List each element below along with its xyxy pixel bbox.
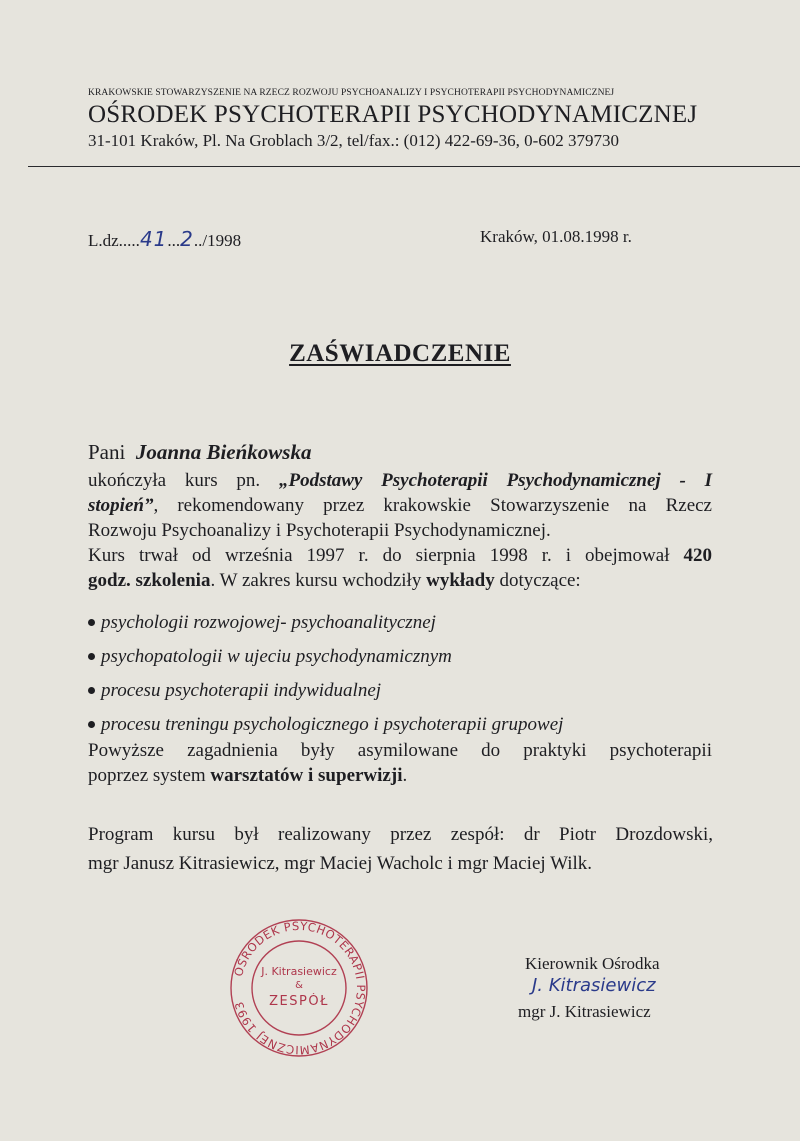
program-line-2: mgr Janusz Kitrasiewicz, mgr Maciej Wacholc i mgr Maciej Wilk. <box>88 853 593 874</box>
reference-handwritten-month: 2 <box>180 227 194 251</box>
lectures-word: wykłady <box>426 570 495 591</box>
lectures-intro: . W zakres kursu wchodziły <box>210 570 422 591</box>
signature-title: Kierownik Ośrodka <box>525 954 660 973</box>
header-divider <box>28 166 800 167</box>
stamp-team: ZESPÓŁ <box>269 994 329 1009</box>
document-title: ZAŚWIADCZENIE <box>289 340 511 367</box>
reference-middle: ... <box>167 231 181 250</box>
stamp-ring-text: OŚRODEK PSYCHOTERAPII PSYCHODYNAMICZNEJ 1993 <box>231 918 369 1058</box>
reference-suffix: ../1998 <box>193 231 242 250</box>
bullet-dot <box>88 687 95 694</box>
signatory-name: mgr J. Kitrasiewicz <box>518 1002 651 1021</box>
stamp-amp: & <box>295 980 303 991</box>
course-hours-unit: godz. szkolenia <box>88 570 211 591</box>
stamp-name: J. Kitrasiewicz <box>261 965 337 978</box>
recipient-name: Joanna Bieńkowska <box>135 440 312 464</box>
body-line-5 <box>88 568 712 593</box>
body-line-3: Rozwoju Psychoanalizy i Psychoterapii Psychodynamicznej. <box>88 520 551 541</box>
topic-item: psychologii rozwojowej- psychoanalitycznej <box>88 606 712 640</box>
bullet-dot <box>88 619 95 626</box>
course-recommendation: , rekomendowany przez krakowskie Stowarzyszenie na Rzecz <box>153 495 712 516</box>
topic-item: procesu psychoterapii indywidualnej <box>88 674 712 708</box>
practice-line-2: poprzez system warsztatów i superwizji. <box>88 765 408 786</box>
handwritten-signature: J. Kitrasiewicz <box>532 975 656 996</box>
program-line-1: Program kursu był realizowany przez zespół: dr Piotr Drozdowski, <box>88 824 713 845</box>
practice-intro: poprzez system <box>88 765 206 786</box>
reference-prefix: L.dz..... <box>88 231 140 250</box>
course-intro: ukończyła kurs pn. <box>88 470 261 491</box>
topic-list <box>88 606 712 742</box>
issue-date: Kraków, 01.08.1998 r. <box>480 227 632 246</box>
course-name-part-1: „Podstawy Psychoterapii Psychodynamicznej - I <box>278 470 712 491</box>
lectures-end: dotyczące: <box>499 570 581 591</box>
practice-paragraph <box>88 738 712 788</box>
center-address: 31-101 Kraków, Pl. Na Groblach 3/2, tel/fax.: (012) 422-69-36, 0-602 379730 <box>88 131 619 150</box>
course-name-part-2: stopień” <box>88 495 154 516</box>
body-line-1 <box>88 468 712 493</box>
practice-line-1: Powyższe zagadnienia były asymilowane do praktyki psychoterapii <box>88 740 712 761</box>
association-name: KRAKOWSKIE STOWARZYSZENIE NA RZECZ ROZWOJU PSYCHOANALIZY I PSYCHOTERAPII PSYCHODYNAMICZNEJ <box>88 88 615 98</box>
program-paragraph <box>88 820 713 878</box>
practice-methods: warsztatów i superwizji <box>210 765 403 786</box>
center-name: OŚRODEK PSYCHOTERAPII PSYCHODYNAMICZNEJ <box>88 101 698 128</box>
bullet-dot <box>88 721 95 728</box>
topic-item: procesu treningu psychologicznego i psychoterapii grupowej <box>88 708 712 742</box>
body-line-2 <box>88 493 712 518</box>
topic-item: psychopatologii w ujeciu psychodynamicznym <box>88 640 712 674</box>
round-stamp <box>228 917 370 1059</box>
recipient-line <box>88 440 311 465</box>
certificate-body <box>88 468 712 593</box>
body-line-4 <box>88 543 712 568</box>
reference-handwritten-number: 41 <box>139 227 168 251</box>
bullet-dot <box>88 653 95 660</box>
course-duration: Kurs trwał od września 1997 r. do sierpnia 1998 r. i obejmował <box>88 545 670 566</box>
course-hours: 420 <box>683 545 712 566</box>
reference-number <box>88 227 241 251</box>
salutation: Pani <box>88 440 126 464</box>
